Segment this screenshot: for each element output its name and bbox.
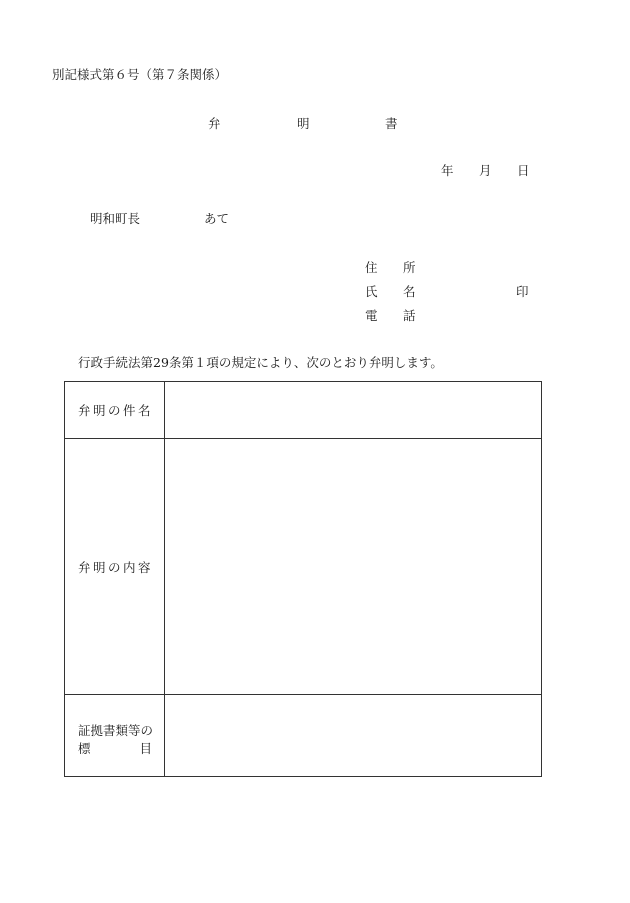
subject-field[interactable] bbox=[165, 382, 541, 438]
address-label-char-2: 所 bbox=[403, 260, 416, 275]
title-char-2: 明 bbox=[297, 116, 310, 131]
date-month-label: 月 bbox=[479, 163, 492, 178]
statement: 行政手続法第29条第１項の規定により、次のとおり弁明します。 bbox=[78, 355, 443, 370]
seal-mark: 印 bbox=[516, 284, 529, 299]
name-label-char-1: 氏 bbox=[365, 284, 378, 299]
content-row bbox=[65, 439, 541, 695]
phone-label-char-1: 電 bbox=[365, 308, 378, 323]
honorific: あて bbox=[204, 211, 230, 226]
form-table bbox=[64, 381, 542, 777]
evidence-label-line1: 証拠書類等の bbox=[78, 723, 154, 738]
evidence-label-line2 bbox=[78, 740, 152, 758]
phone-label-char-2: 話 bbox=[403, 308, 416, 323]
evidence-row bbox=[65, 695, 541, 776]
content-label: 弁明の内容 bbox=[78, 559, 154, 575]
subject-label: 弁明の件名 bbox=[78, 403, 154, 418]
title-char-3: 書 bbox=[385, 116, 398, 131]
title-char-1: 弁 bbox=[208, 116, 221, 131]
evidence-label-char-2: 目 bbox=[139, 741, 152, 756]
date-day-label: 日 bbox=[517, 163, 530, 178]
address-label-char-1: 住 bbox=[365, 260, 378, 275]
document-title bbox=[0, 118, 630, 132]
evidence-label bbox=[78, 722, 152, 758]
evidence-label-char-1: 標 bbox=[78, 741, 91, 756]
subject-row bbox=[65, 382, 541, 439]
date-year-label: 年 bbox=[441, 163, 454, 178]
evidence-field[interactable] bbox=[165, 695, 541, 776]
name-label-char-2: 名 bbox=[403, 284, 416, 299]
addressee: 明和町長 bbox=[90, 211, 141, 226]
form-number: 別記様式第６号（第７条関係） bbox=[52, 67, 228, 82]
content-field[interactable] bbox=[165, 439, 541, 694]
subject-label-cell bbox=[65, 382, 165, 438]
content-label-cell bbox=[65, 439, 165, 694]
evidence-label-cell bbox=[65, 695, 165, 776]
